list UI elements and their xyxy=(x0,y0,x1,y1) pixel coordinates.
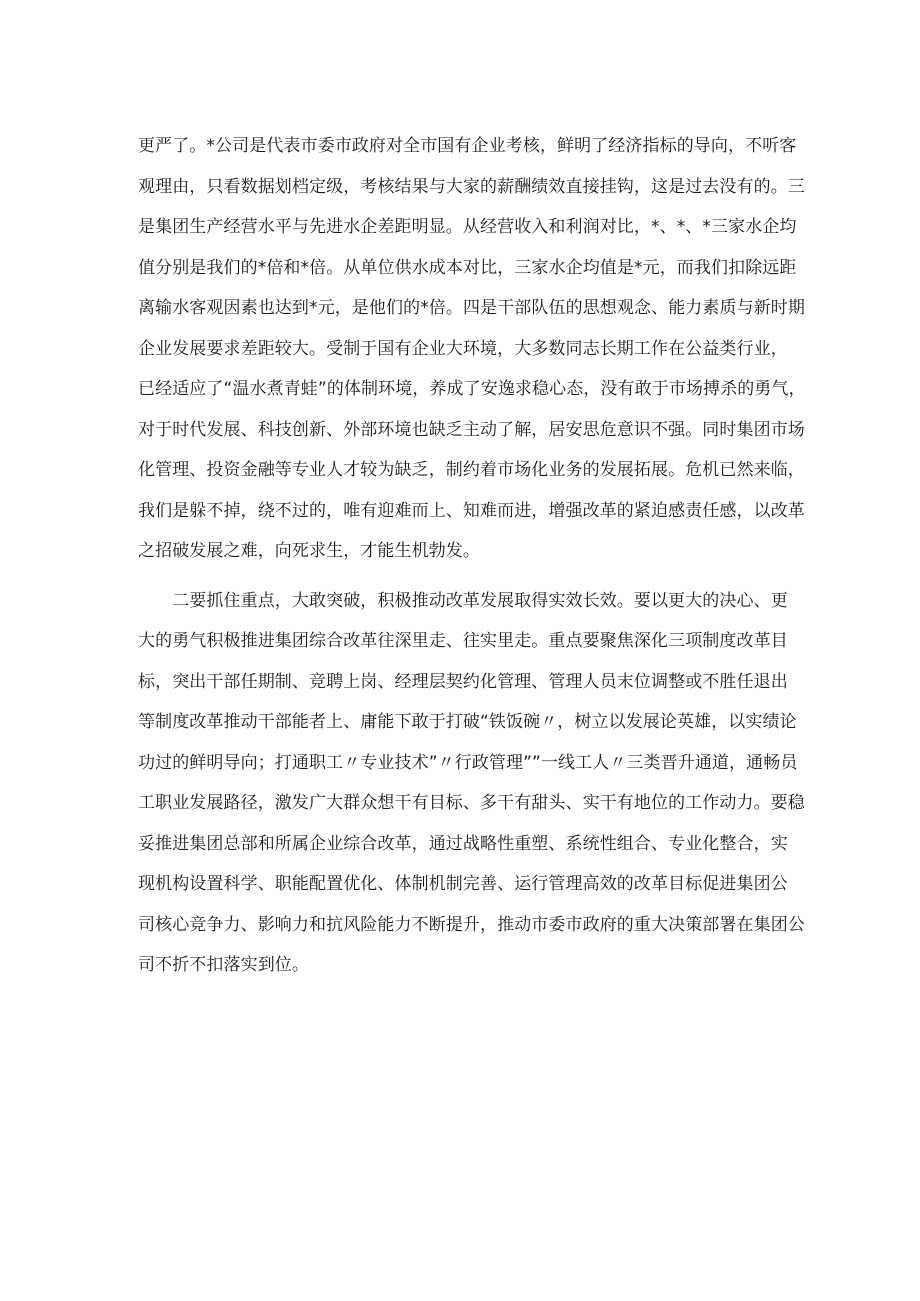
text-line: 司核心竞争力、影响力和抗风险能力不断提升，推动市委市政府的重大决策部署在集团公 xyxy=(138,914,805,935)
text-line: 观理由，只看数据划档定级，考核结果与大家的薪酬绩效直接挂钩，这是过去没有的。三 xyxy=(138,176,805,197)
text-line: 化管理、投资金融等专业人才较为缺乏，制约着市场化业务的发展拓展。危机已然来临， xyxy=(138,460,805,480)
text-line: 功过的鲜明导向；打通职工〃专业技术”〃行政管理””一线工人〃三类晋升通道，通畅员 xyxy=(138,752,798,773)
text-line: 大的勇气积极推进集团综合改革往深里走、往实里走。重点要聚焦深化三项制度改革目 xyxy=(138,631,788,651)
paragraph-2 xyxy=(138,581,805,986)
text-line: 司不折不扣落实到位。 xyxy=(138,955,309,975)
text-line: 值分别是我们的*倍和*倍。从单位供水成本对比，三家水企均值是*元，而我们扣除远距 xyxy=(138,257,797,278)
text-line: 标，突出干部任期制、竞聘上岗、经理层契约化管理、管理人员末位调整或不胜任退出 xyxy=(138,671,788,692)
paragraph-gap xyxy=(138,572,788,581)
text-line: 等制度改革推动干部能者上、庸能下敢于打破“铁饭碗〃，树立以发展论英雄，以实绩论 xyxy=(138,712,797,732)
text-line: 离输水客观因素也达到*元，是他们的*倍。四是干部队伍的思想观念、能力素质与新时期 xyxy=(138,298,805,318)
text-line: 现机构设置科学、职能配置优化、体制机制完善、运行管理高效的改革目标促进集团公 xyxy=(138,874,788,894)
text-line: 更严了。*公司是代表市委市政府对全市国有企业考核，鲜明了经济指标的导向，不听客 xyxy=(138,136,797,156)
text-line: 二要抓住重点，大敢突破，积极推动改革发展取得实效长效。要以更大的决心、更 xyxy=(138,590,788,611)
paragraph-1 xyxy=(138,126,806,572)
text-line: 企业发展要求差距较大。受制于国有企业大环境，大多数同志长期工作在公益类行业， xyxy=(138,338,788,359)
text-line: 对于时代发展、科技创新、外部环境也缺乏主动了解，居安思危意识不强。同时集团市场 xyxy=(138,419,805,440)
text-line: 之招破发展之难，向死求生，才能生机勃发。 xyxy=(138,541,480,561)
text-line: 我们是躲不掉，绕不过的，唯有迎难而上、知难而进，增强改革的紧迫感责任感，以改革 xyxy=(138,500,805,521)
text-line: 工职业发展路径，激发广大群众想干有目标、多干有甜头、实干有地位的工作动力。要稳 xyxy=(138,793,805,813)
document-body xyxy=(138,126,806,986)
text-line: 妥推进集团总部和所属企业综合改革，通过战略性重塑、系统性组合、专业化整合，实 xyxy=(138,833,788,854)
text-line: 是集团生产经营水平与先进水企差距明显。从经营收入和利润对比，*、*、*三家水企均 xyxy=(138,217,797,237)
text-line: 已经适应了“温水煮青蛙”的体制环境，养成了安逸求稳心态，没有敢于市场搏杀的勇气， xyxy=(138,379,806,399)
